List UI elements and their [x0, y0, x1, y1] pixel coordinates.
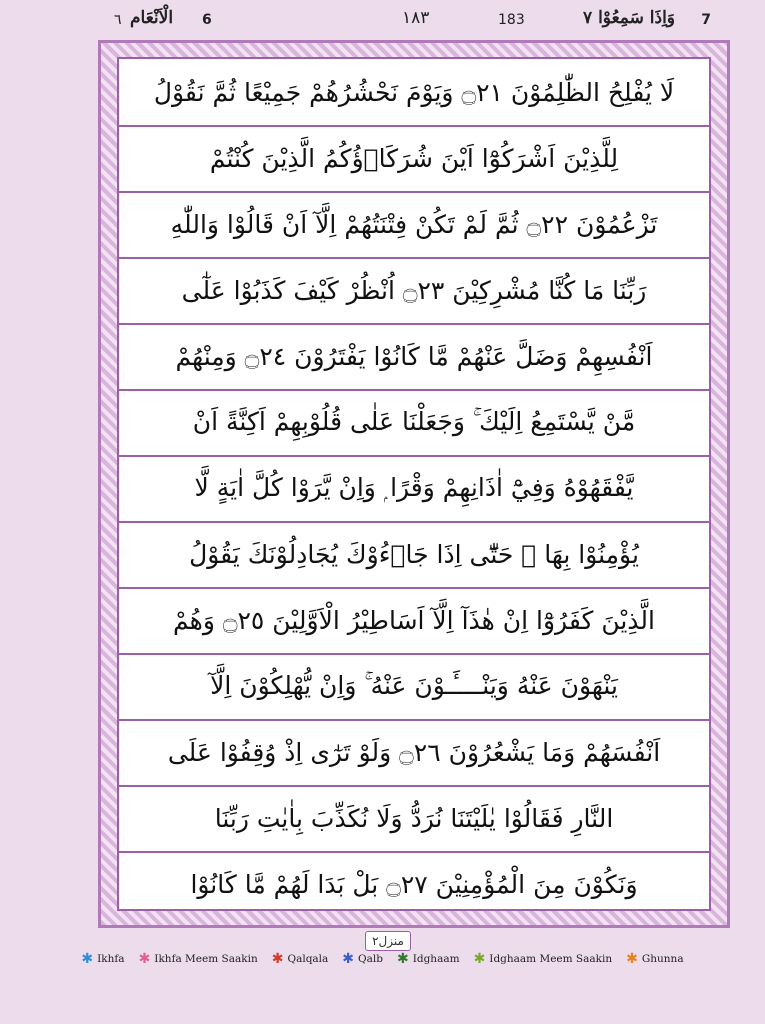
- juz-name: وَاِذَا سَمِعُوْا ٧: [583, 8, 675, 28]
- legend-label: Idghaam: [412, 953, 460, 965]
- legend-item: [139, 952, 258, 966]
- page-header: [0, 0, 765, 40]
- text-panel: [117, 57, 711, 911]
- star-icon: ✱: [342, 951, 355, 967]
- legend-label: Ghunna: [641, 953, 684, 965]
- legend-item: [342, 952, 383, 966]
- text-line: يَنْهَوْنَ عَنْهُ وَيَنْــــَٔـوْنَ عَنْهُ ۚ وَاِنْ يُّهْلِكُوْنَ اِلَّآ: [119, 653, 709, 721]
- star-icon: ✱: [138, 951, 151, 967]
- text-line: لِلَّذِيْنَ اَشْرَكُوْٓا اَيْنَ شُرَكَاۤؤُكُمُ الَّذِيْنَ كُنْتُمْ: [119, 125, 709, 193]
- surah-number: 6: [202, 12, 212, 28]
- text-line: يُؤْمِنُوْا بِهَا ۭ حَتّٰٓى اِذَا جَاۤءُوْكَ يُجَادِلُوْنَكَ يَقُوْلُ: [119, 521, 709, 589]
- ornamental-frame: [98, 40, 730, 928]
- text-line: اَنْفُسَهُمْ وَمَا يَشْعُرُوْنَ ۝٢٦ وَلَوْ تَرٰٓى اِذْ وُقِفُوْا عَلَى: [119, 719, 709, 787]
- text-line: مَّنْ يَّسْتَمِعُ اِلَيْكَ ۚ وَجَعَلْنَا عَلٰى قُلُوْبِهِمْ اَكِنَّةً اَنْ: [119, 389, 709, 457]
- page-number-arabic: ١٨٣: [402, 8, 430, 28]
- legend-item: [272, 952, 329, 966]
- text-line: النَّارِ فَقَالُوْا يٰلَيْتَنَا نُرَدُّ وَلَا نُكَذِّبَ بِاٰيٰتِ رَبِّنَا: [119, 785, 709, 853]
- legend-item: [626, 952, 683, 966]
- text-line: لَا يُفْلِحُ الظّٰلِمُوْنَ ۝٢١ وَيَوْمَ نَحْشُرُهُمْ جَمِيْعًا ثُمَّ نَقُوْلُ: [119, 59, 709, 127]
- page-number: 183: [498, 12, 525, 28]
- star-icon: ✱: [473, 951, 486, 967]
- surah-number-arabic: ٦: [114, 12, 122, 28]
- star-icon: ✱: [626, 951, 638, 967]
- legend-label: Ikhfa: [97, 953, 125, 965]
- text-line: الَّذِيْنَ كَفَرُوْٓا اِنْ هٰذَآ اِلَّآ اَسَاطِيْرُ الْاَوَّلِيْنَ ۝٢٥ وَهُمْ: [119, 587, 709, 655]
- surah-name: الْاَنْعَام: [130, 8, 174, 28]
- legend-item: [81, 952, 124, 966]
- star-icon: ✱: [271, 951, 284, 967]
- text-line: رَبِّنَا مَا كُنَّا مُشْرِكِيْنَ ۝٢٣ اُنْظُرْ كَيْفَ كَذَبُوْا عَلٰٓى: [119, 257, 709, 325]
- star-icon: ✱: [396, 951, 409, 967]
- legend-label: Ikhfa Meem Saakin: [154, 953, 258, 965]
- manzil-label: منزل٢: [365, 931, 411, 951]
- text-line: يَّفْقَهُوْهُ وَفِيْٓ اٰذَانِهِمْ وَقْرًا ۭ وَاِنْ يَّرَوْا كُلَّ اٰيَةٍ لَّا: [119, 455, 709, 523]
- text-line: وَنَكُوْنَ مِنَ الْمُؤْمِنِيْنَ ۝٢٧ بَلْ بَدَا لَهُمْ مَّا كَانُوْا: [190, 869, 638, 899]
- legend-label: Qalb: [358, 953, 383, 965]
- text-line: تَزْعُمُوْنَ ۝٢٢ ثُمَّ لَمْ تَكُنْ فِتْنَتُهُمْ اِلَّآ اَنْ قَالُوْا وَاللّٰهِ: [119, 191, 709, 259]
- star-icon: ✱: [81, 951, 94, 967]
- legend-label: Qalqala: [287, 953, 329, 965]
- legend-item: [474, 952, 613, 966]
- legend-item: [397, 952, 460, 966]
- tajweed-legend: [0, 948, 765, 970]
- text-line: اَنْفُسِهِمْ وَضَلَّ عَنْهُمْ مَّا كَانُوْا يَفْتَرُوْنَ ۝٢٤ وَمِنْهُمْ: [119, 323, 709, 391]
- legend-label: Idghaam Meem Saakin: [489, 953, 613, 965]
- juz-number: 7: [701, 12, 711, 28]
